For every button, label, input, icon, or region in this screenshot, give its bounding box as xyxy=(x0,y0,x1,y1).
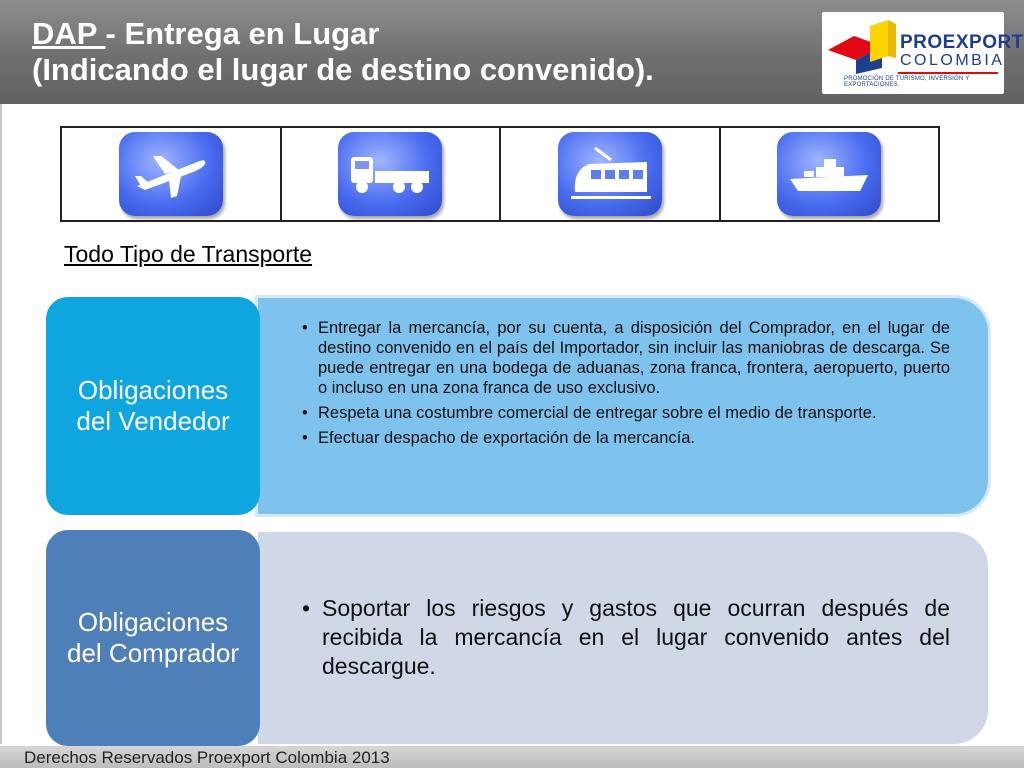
seller-bullet: • Respeta una costumbre comercial de entregar sobre el medio de transporte. xyxy=(302,403,950,423)
left-border-line xyxy=(0,104,2,744)
train-icon xyxy=(558,132,662,216)
transport-cell-air xyxy=(62,128,282,220)
title-abbrev: DAP xyxy=(32,16,106,51)
seller-obligations-label xyxy=(46,297,260,515)
ship-icon xyxy=(777,132,881,216)
buyer-bullet: • Soportar los riesgos y gastos que ocurran después de recibida la mercancía en el lugar convenido antes del descargue. xyxy=(302,594,950,681)
buyer-bullet-list xyxy=(302,594,950,681)
seller-bullet: • Entregar la mercancía, por su cuenta, a disposición del Comprador, en el lugar de destino convenido en el país del Importador, sin incluir las maniobras de descarga. Se puede entregar en una bodega de aduanas, zona franca, frontera, aeropuerto, puerto o incluso en una zona franca de uso exclusivo. xyxy=(302,318,950,398)
transport-cell-rail xyxy=(501,128,721,220)
truck-icon xyxy=(338,132,442,216)
buyer-obligations-box xyxy=(258,532,988,744)
transport-table xyxy=(60,126,940,222)
logo-underline xyxy=(898,72,998,74)
buyer-label-text: Obligaciones del Comprador xyxy=(67,607,239,668)
proexport-logo xyxy=(822,12,1024,94)
seller-label-text: Obligaciones del Vendedor xyxy=(76,375,230,436)
airplane-icon xyxy=(119,132,223,216)
logo-mark-icon xyxy=(824,16,902,76)
logo-country: COLOMBIA xyxy=(900,52,1005,69)
seller-bullet: • Efectuar despacho de exportación de la mercancía. xyxy=(302,428,950,448)
slide-title xyxy=(32,16,654,88)
copyright-text: Derechos Reservados Proexport Colombia 2013 xyxy=(24,748,390,767)
header-bar xyxy=(0,0,1024,104)
footer-bar xyxy=(0,746,1024,768)
title-main: - Entrega en Lugar xyxy=(105,16,380,51)
buyer-obligations-label xyxy=(46,530,260,746)
title-second-line: (Indicando el lugar de destino convenido). xyxy=(32,52,654,87)
seller-obligations-box xyxy=(258,298,988,514)
logo-name: PROEXPORT xyxy=(900,32,1024,53)
transport-cell-sea xyxy=(721,128,939,220)
transport-subtitle: Todo Tipo de Transporte xyxy=(64,241,313,267)
transport-cell-road xyxy=(282,128,502,220)
logo-tagline: PROMOCIÓN DE TURISMO, INVERSIÓN Y EXPORTACIONES. xyxy=(844,76,970,88)
seller-bullet-list xyxy=(302,318,950,448)
